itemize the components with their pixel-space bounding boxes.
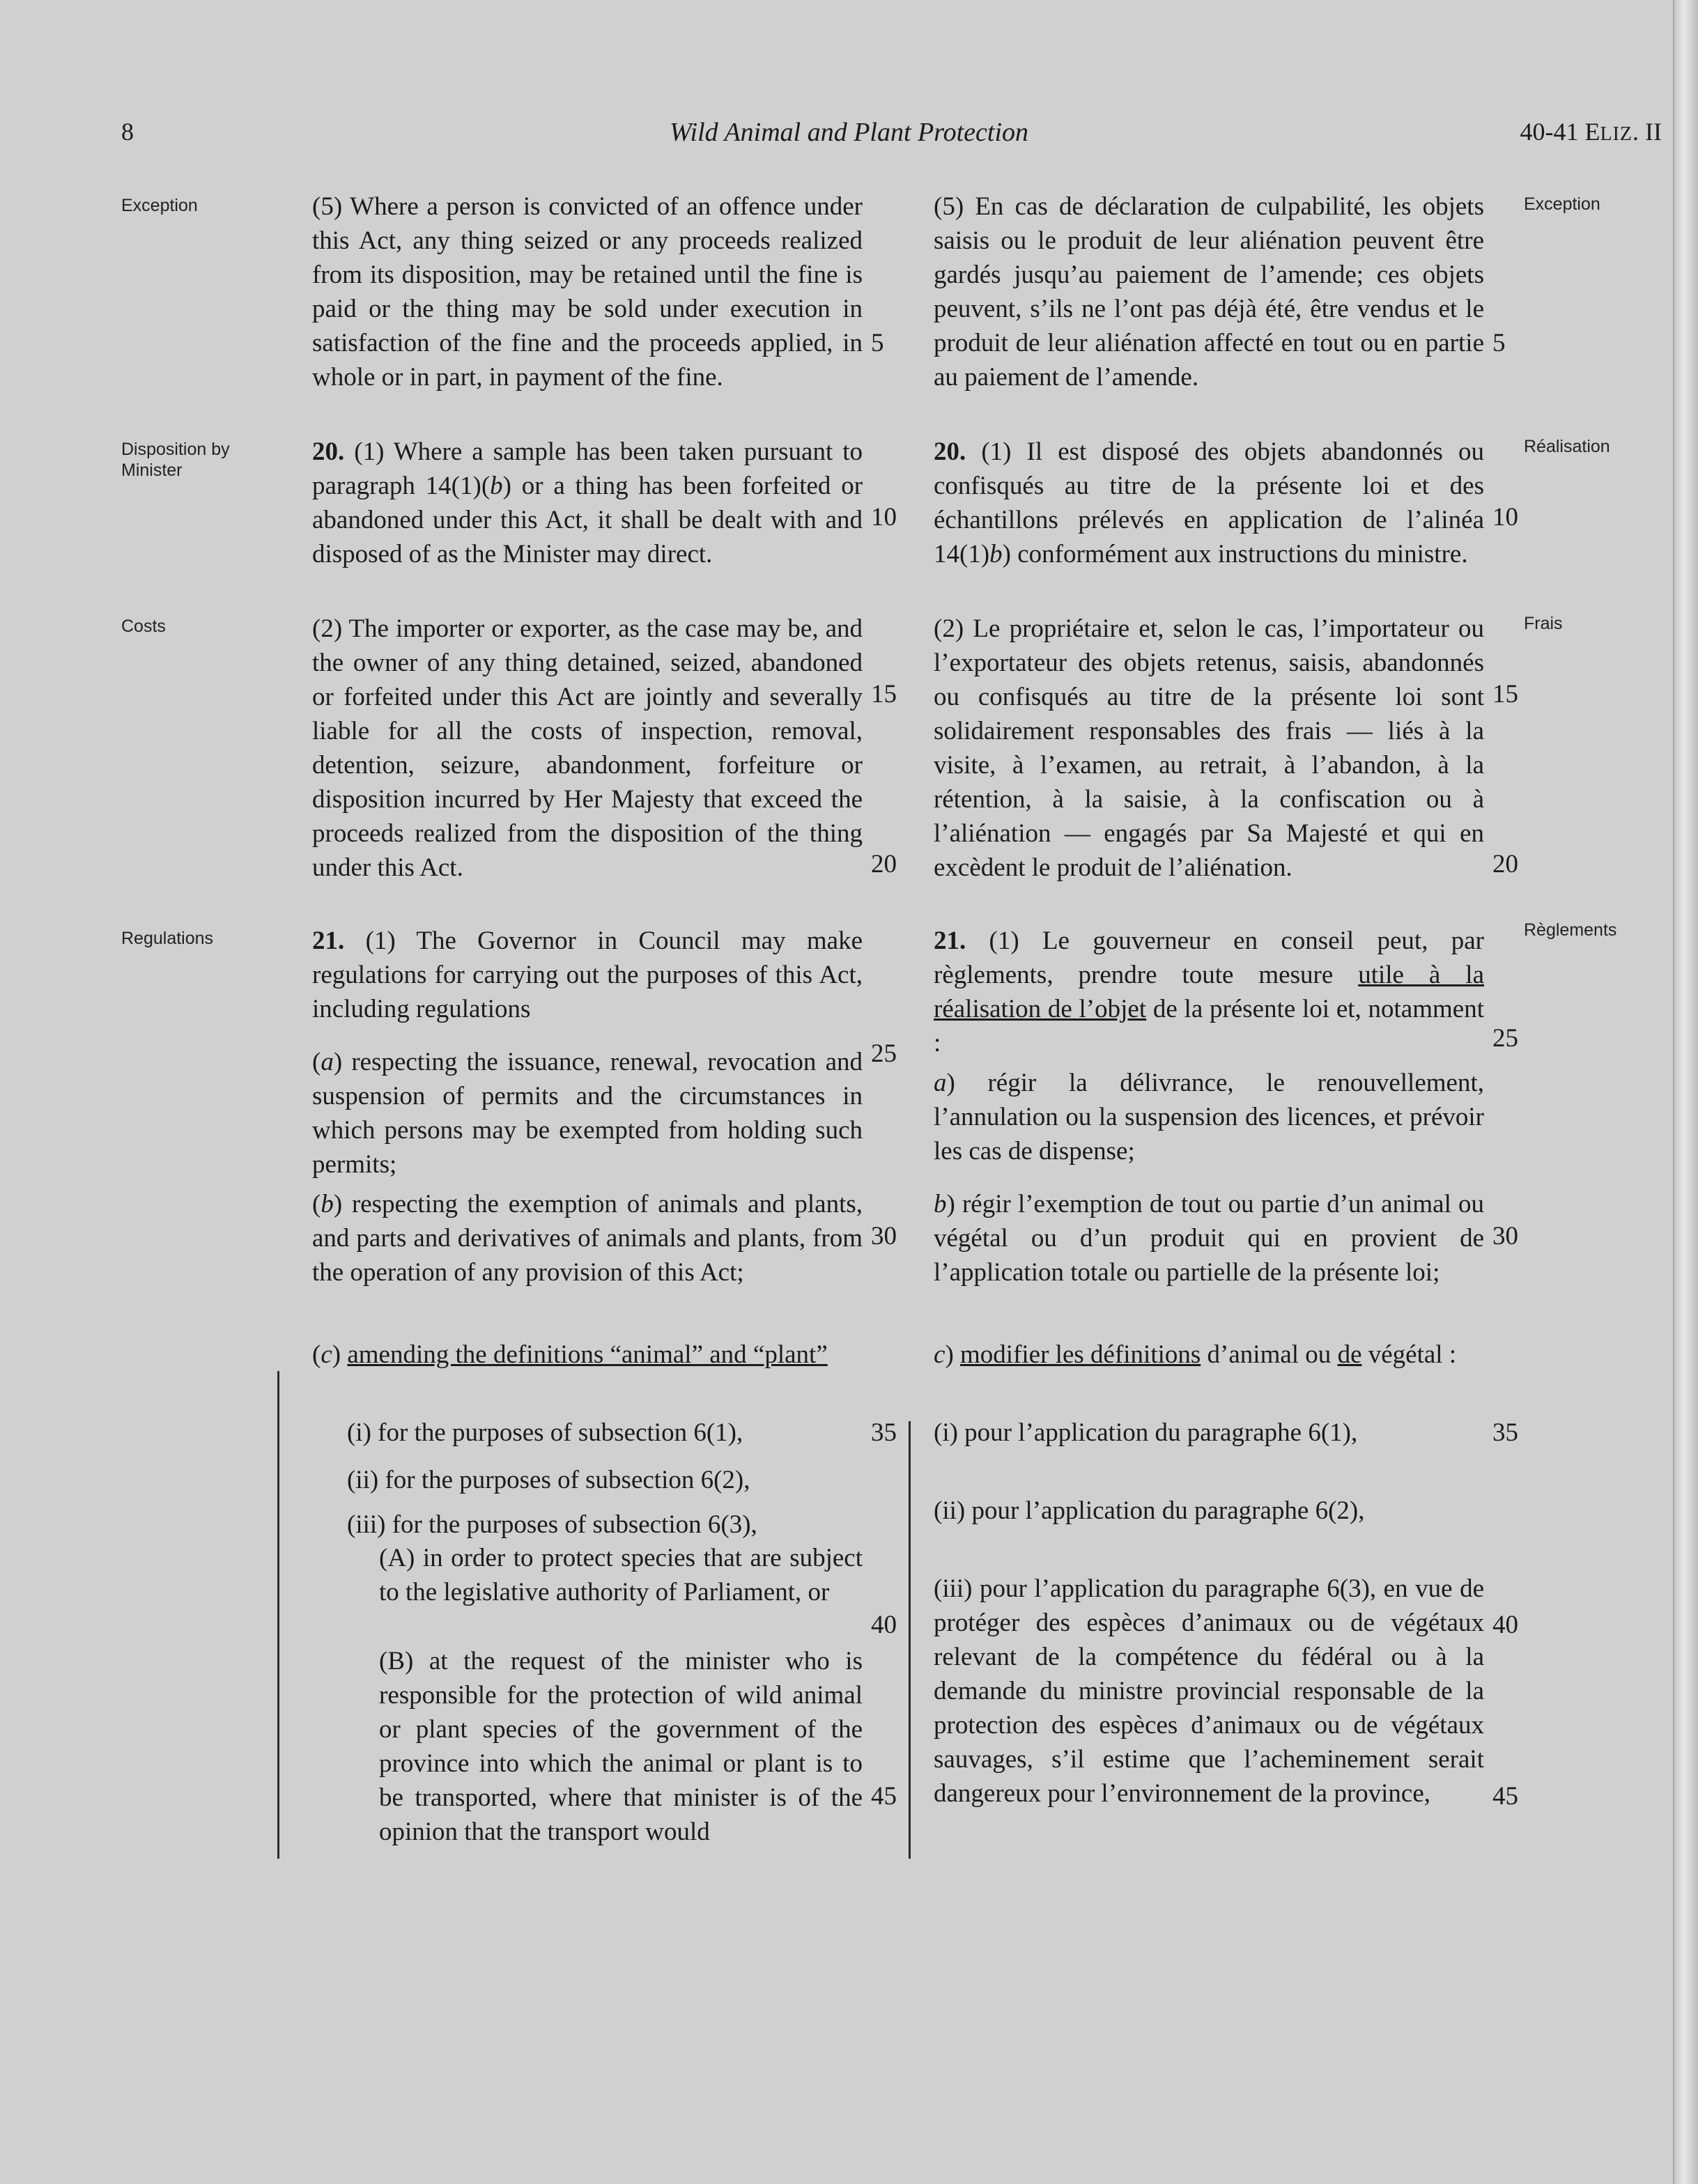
line-number-fr-5: 5 [1492, 329, 1506, 357]
amendment-bar-left [277, 1371, 279, 1859]
running-header [0, 117, 1698, 159]
fr-s19-5: (5) En cas de déclaration de culpabilité, les objets saisis ou le produit de leur aliénation peuvent être gardés jusqu’au paiement de l’amende; ces objets peuvent, s’ils ne l’ont pas déjà été, être vendus et le produit de leur aliénation affecté en tout ou en partie au paiement de l’amende. [934, 192, 1484, 392]
en-para-c-i: (i) for the purposes of subsection 6(1), [347, 1418, 743, 1447]
en-para-b: (b) respecting the exemption of animals and plants, and parts and derivatives of animals and plants, from the operation of any provision of this Act; [312, 1190, 863, 1287]
line-number-en-25: 25 [871, 1039, 897, 1068]
line-number-en-10: 10 [871, 503, 897, 532]
en-para-a: (a) respecting the issuance, renewal, revocation and suspension of permits and the circumstances in which persons may be exempted from holding such permits; [312, 1048, 863, 1179]
margin-note-disposition-en: Disposition by Minister [121, 440, 230, 480]
line-number-fr-45: 45 [1492, 1782, 1518, 1811]
regnal-year: 40-41 ELIZ. II [1520, 118, 1662, 146]
fr-para-c-i: (i) pour l’application du paragraphe 6(1), [934, 1418, 1358, 1447]
line-number-en-45: 45 [871, 1782, 897, 1811]
fr-para-b: b) régir l’exemption de tout ou partie d’un animal ou végétal ou d’un produit qui en provient de l’application totale ou partielle de la présente loi; [934, 1190, 1484, 1287]
en-para-c-iii-A: (A) in order to protect species that are subject to the legislative authority of Parliament, or [379, 1544, 863, 1606]
line-number-en-40: 40 [871, 1611, 897, 1639]
en-s20-1: 20. (1) Where a sample has been taken pursuant to paragraph 14(1)(b) or a thing has been forfeited or abandoned under this Act, it shall be dealt with and disposed of as the Minister may direct. [312, 437, 863, 568]
line-number-en-15: 15 [871, 680, 897, 708]
fr-s20-1: 20. (1) Il est disposé des objets abandonnés ou confisqués au titre de la présente loi et des échantillons prélevés en application de l’alinéa 14(1)b) conformément aux instructions du ministre. [934, 437, 1484, 568]
line-number-fr-25: 25 [1492, 1024, 1518, 1053]
en-s20-2: (2) The importer or exporter, as the case may be, and the owner of any thing detained, seized, abandoned or forfeited under this Act are jointly and severally liable for all the costs of inspection, removal, detention, seizure, abandonment, forfeiture or disposition incurred by Her Majesty that exceed the proceeds realized from the disposition of the thing under this Act. [312, 614, 863, 882]
en-s21-1: 21. (1) The Governor in Council may make regulations for carrying out the purposes of this Act, including regulations [312, 927, 863, 1023]
en-para-c-iii-B: (B) at the request of the minister who is responsible for the protection of wild animal or plant species of the government of the province into which the animal or plant is to be transported, where that minister is of the opinion that the transport would [379, 1647, 863, 1846]
margin-note-costs-en: Costs [121, 617, 166, 636]
line-number-fr-20: 20 [1492, 850, 1518, 878]
fr-para-c-ii: (ii) pour l’application du paragraphe 6(2), [934, 1496, 1365, 1525]
en-para-c-ii: (ii) for the purposes of subsection 6(2), [347, 1466, 750, 1494]
fr-para-c: c) modifier les définitions d’animal ou de végétal : [934, 1340, 1457, 1369]
margin-note-exception-en: Exception [121, 196, 198, 215]
amendment-bar-right [909, 1421, 911, 1859]
fr-para-c-iii: (iii) pour l’application du paragraphe 6(3), en vue de protéger des espèces d’animaux ou de végétaux relevant de la compétence du fédéral ou à la demande du ministre provincial responsable de la protection des espèces d’animaux ou de végétaux sauvages, s’il estime que l’acheminement serait dangereux pour l’environnement de la province, [934, 1574, 1484, 1808]
en-s19-5: (5) Where a person is convicted of an offence under this Act, any thing seized or any proceeds realized from its disposition, may be retained until the fine is paid or the thing may be sold under execution in satisfaction of the fine and the proceeds applied, in whole or in part, in payment of the fine. [312, 192, 863, 392]
fr-s20-2: (2) Le propriétaire et, selon le cas, l’importateur ou l’exportateur des objets retenus, saisis, abandonnés ou confisqués au titre de la présente loi sont solidairement responsables des frais — liés à la visite, à l’examen, au retrait, à l’abandon, à la rétention, à la saisie, à la confiscation ou à l’aliénation — engagés par Sa Majesté et qui en excèdent le produit de l’aliénation. [934, 614, 1484, 882]
margin-note-exception-fr: Exception [1524, 194, 1600, 214]
line-number-en-30: 30 [871, 1222, 897, 1250]
line-number-fr-10: 10 [1492, 503, 1518, 532]
line-number-en-20: 20 [871, 850, 897, 878]
margin-note-frais-fr: Frais [1524, 614, 1563, 633]
en-para-c-iii: (iii) for the purposes of subsection 6(3), [347, 1510, 757, 1539]
line-number-fr-40: 40 [1492, 1611, 1518, 1639]
line-number-fr-15: 15 [1492, 680, 1518, 708]
line-number-fr-30: 30 [1492, 1222, 1518, 1250]
page-edge [1673, 0, 1698, 2184]
page-title: Wild Animal and Plant Protection [669, 118, 1029, 147]
fr-para-a: a) régir la délivrance, le renouvellement, l’annulation ou la suspension des licences, et prévoir les cas de dispense; [934, 1069, 1484, 1165]
margin-note-reglements-fr: Règlements [1524, 920, 1617, 940]
line-number-en-5: 5 [871, 329, 884, 357]
margin-note-regulations-en: Regulations [121, 929, 214, 948]
line-number-fr-35: 35 [1492, 1418, 1518, 1447]
line-number-en-35: 35 [871, 1418, 897, 1447]
fr-s21-1: 21. (1) Le gouverneur en conseil peut, par règlements, prendre toute mesure utile à la réalisation de l’objet de la présente loi et, notamment : [934, 927, 1484, 1058]
en-para-c: (c) amending the definitions “animal” and “plant” [312, 1340, 828, 1369]
page-number: 8 [121, 118, 134, 146]
margin-note-realisation-fr: Réalisation [1524, 437, 1610, 456]
